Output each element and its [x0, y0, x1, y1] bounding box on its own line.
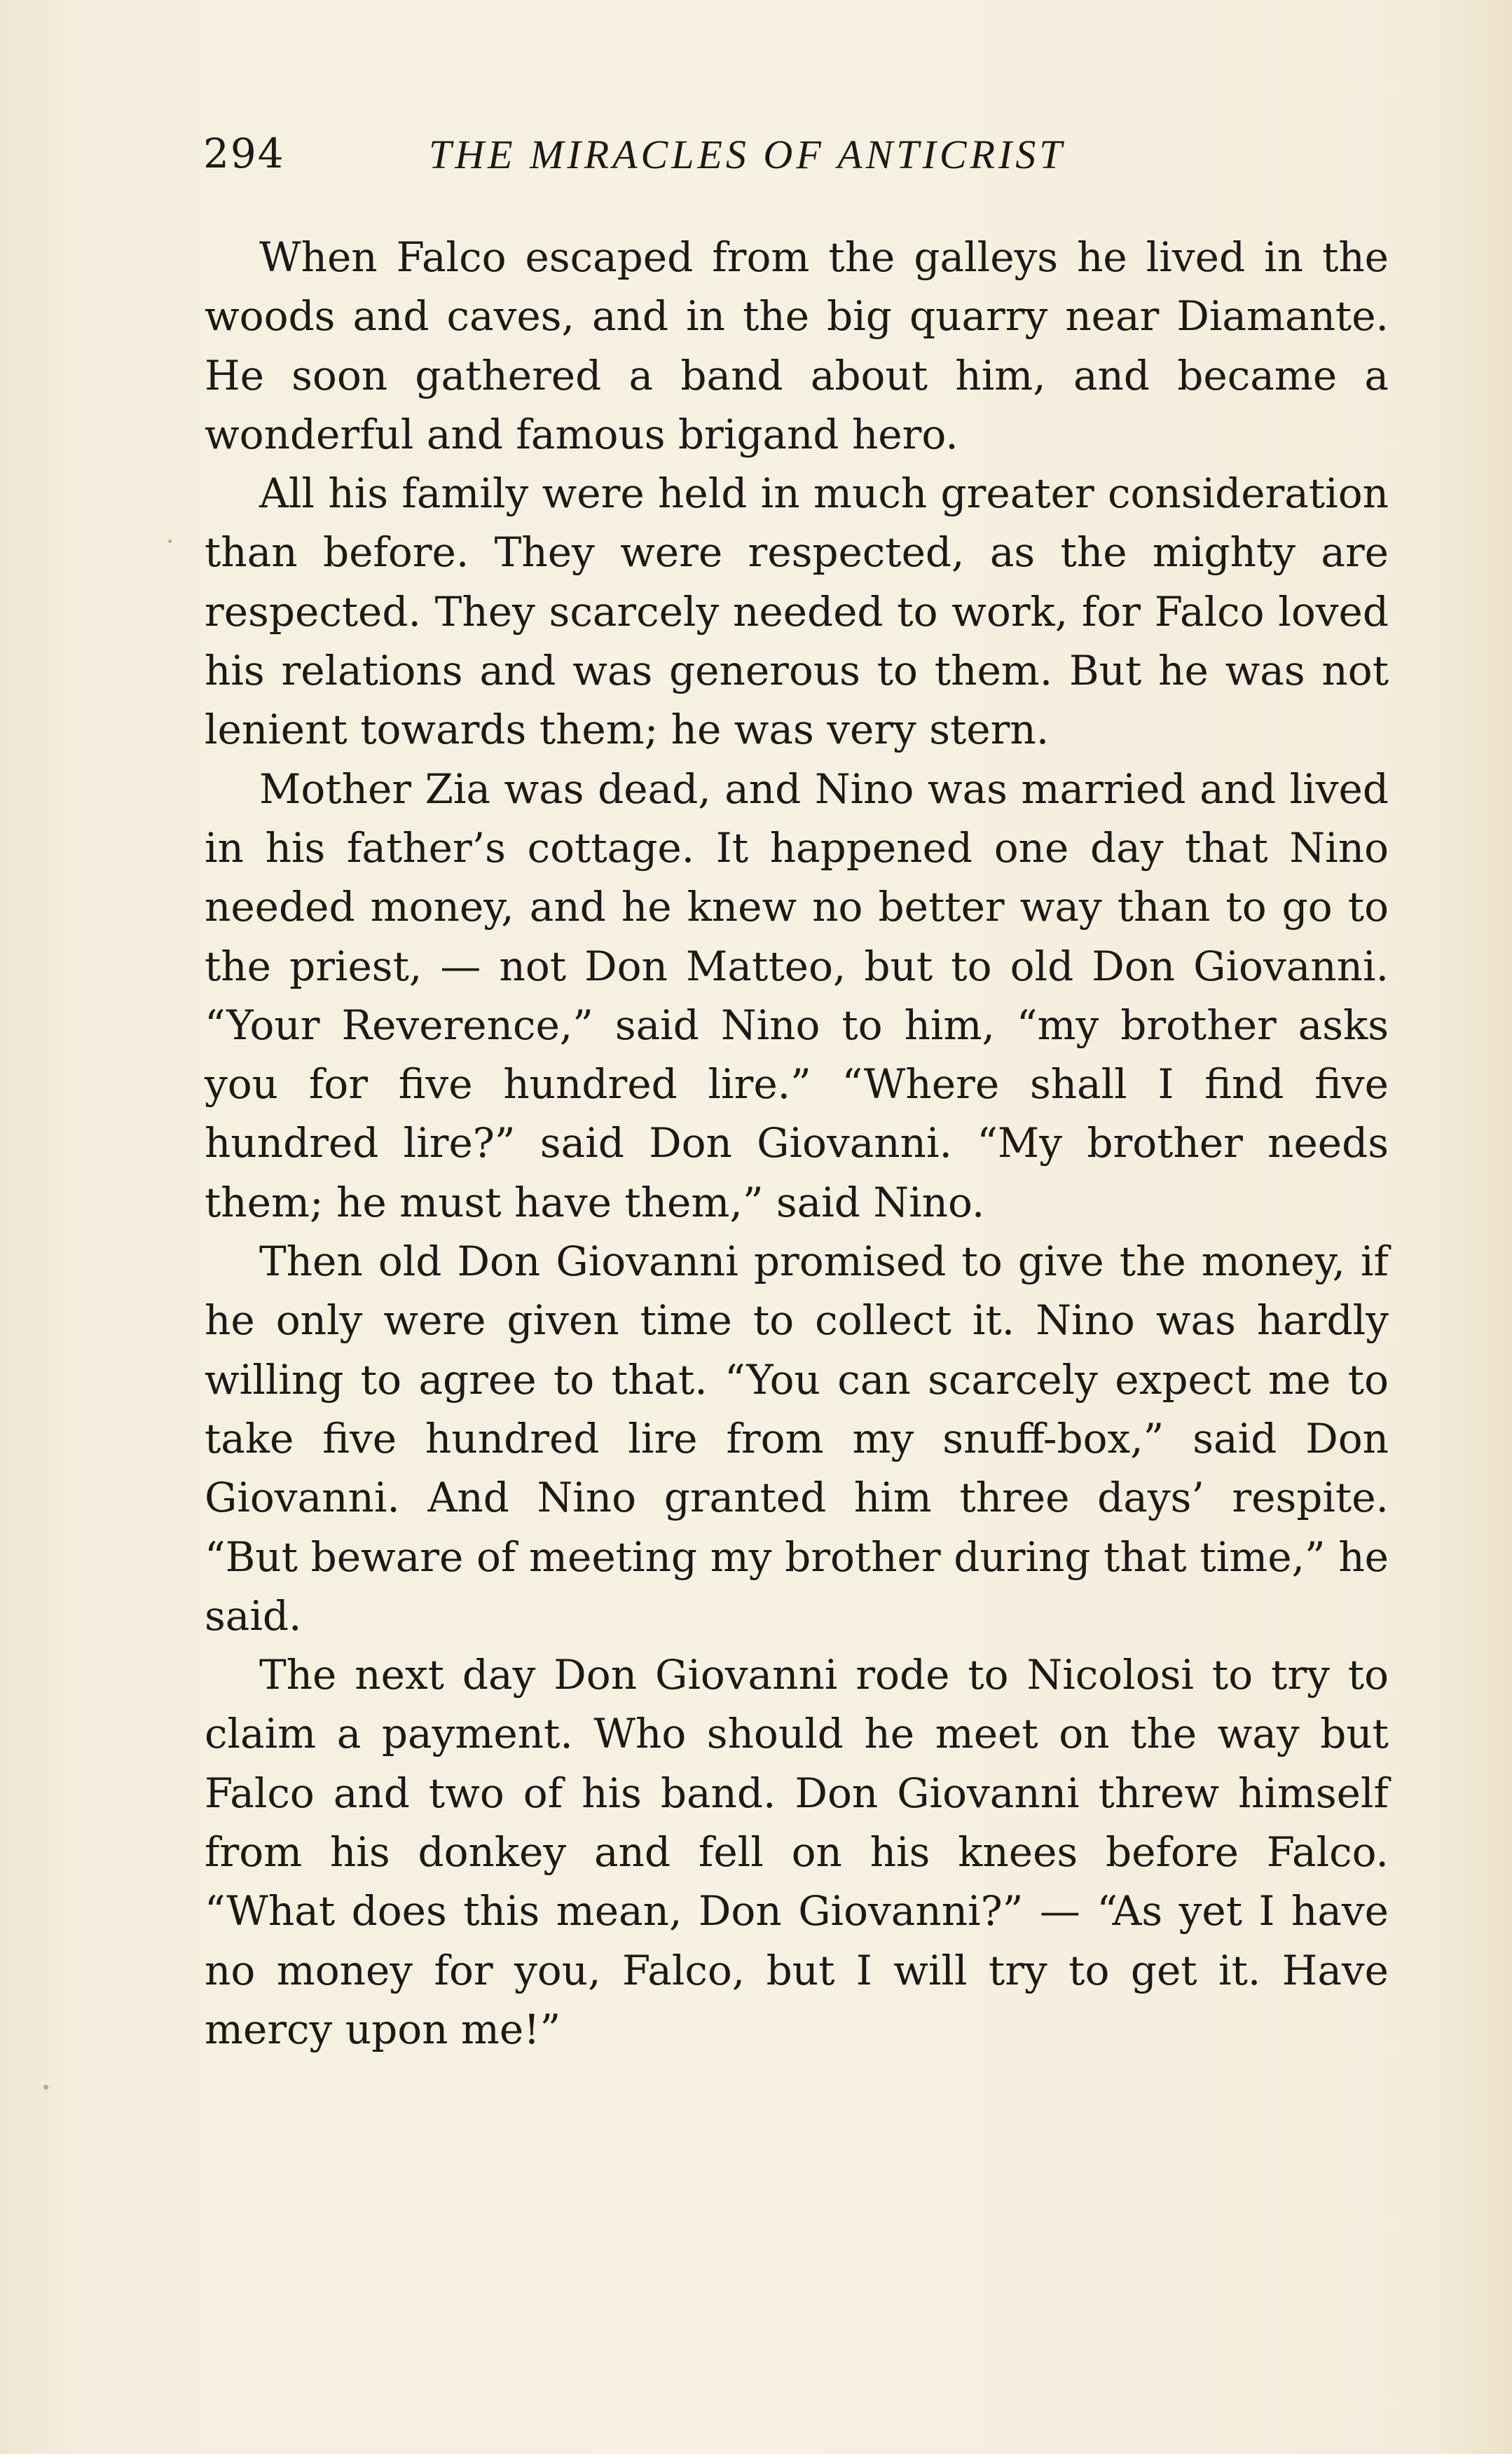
body-text [205, 228, 1389, 2059]
paragraph-meeting-falco: The next day Don Giovanni rode to Nicolosi to try to claim a payment. Who should he meet on the way but Falco and two of his band. Don Giovanni threw himself from his donkey and fell on his knees before Falco. “What does this mean, Don Giovanni?” — “As yet I have no money for you, Falco, but I will try to get it. Have mercy upon me!” [205, 1651, 1389, 2053]
paragraph-nino-money: Mother Zia was dead, and Nino was married and lived in his father’s cottage. It happened one day that Nino needed money, and he knew no better way than to go to the priest, — not Don Matteo, but to old Don Giovanni. “Your Reverence,” said Nino to him, “my brother asks you for five hundred lire.” “Where shall I find five hundred lire?” said Don Giovanni. “My brother needs them; he must have them,” said Nino. [205, 765, 1389, 1226]
running-title: THE MIRACLES OF ANTICRIST [429, 132, 1066, 177]
paragraph-family-respected: All his family were held in much greater consideration than before. They were respected, as the mighty are respected. They scarcely needed to work, for Falco loved his relations and was generous to them. But he was not lenient towards them; he was very stern. [205, 469, 1389, 754]
paragraph-don-giovanni-promise: Then old Don Giovanni promised to give the money, if he only were given time to collect it. Nino was hardly willing to agree to that. “You can scarcely expect me to take five hundred lire from my snuff-box,” said Don Giovanni. And Nino granted him three days’ respite. “But beware of meeting my brother during that time,” he said. [205, 1238, 1389, 1640]
page-header [203, 130, 1394, 193]
paragraph-falco-escape: When Falco escaped from the galleys he lived in the woods and caves, and in the big quarry near Diamante. He soon gathered a band about him, and became a wonderful and famous brigand hero. [205, 233, 1389, 458]
ink-speck [43, 2085, 48, 2090]
ink-speck [168, 540, 172, 543]
page-number: 294 [203, 130, 285, 177]
